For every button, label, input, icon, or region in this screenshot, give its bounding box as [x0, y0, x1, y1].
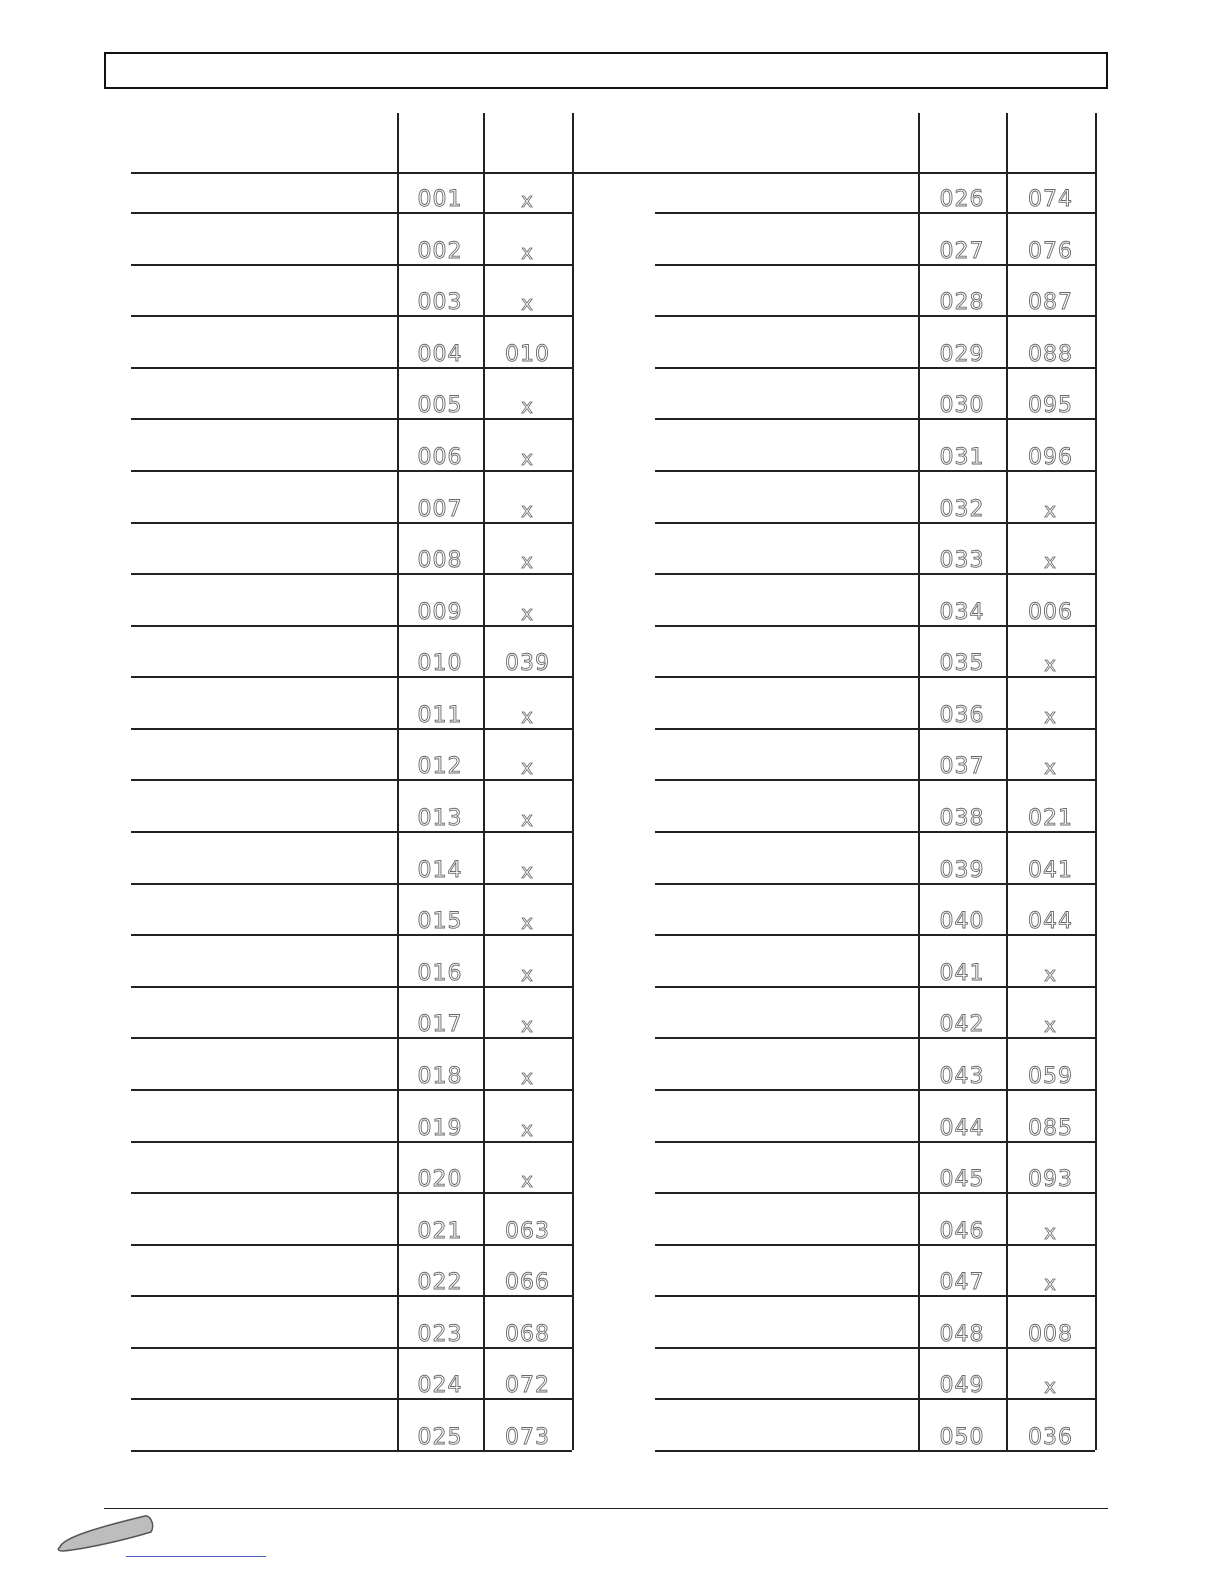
- right-row-number: 037: [939, 754, 985, 780]
- row-rule: [131, 1089, 572, 1091]
- right-row-number: 034: [939, 599, 985, 625]
- row-rule: [131, 1192, 572, 1194]
- left-row-number: 006: [417, 444, 463, 470]
- row-rule: [655, 573, 1095, 575]
- right-row-number: 043: [939, 1063, 985, 1089]
- right-row-reference: 093: [1028, 1167, 1073, 1193]
- row-rule: [655, 779, 1095, 781]
- row-rule: [131, 573, 572, 575]
- row-rule: [655, 934, 1095, 936]
- row-rule: [131, 986, 572, 988]
- row-rule: [131, 676, 572, 678]
- column-rule: [572, 113, 574, 1450]
- right-row-reference: 076: [1028, 238, 1073, 264]
- left-row-number: 023: [417, 1321, 463, 1347]
- left-row-number: 022: [417, 1270, 463, 1296]
- right-row-number: 045: [939, 1167, 985, 1193]
- row-rule: [131, 367, 572, 369]
- left-row-reference: x: [521, 445, 534, 470]
- left-row-number: 021: [417, 1218, 463, 1244]
- left-row-reference: 039: [505, 651, 550, 677]
- left-row-reference: 066: [505, 1270, 550, 1296]
- right-row-number: 039: [939, 857, 985, 883]
- right-row-reference: 021: [1028, 806, 1073, 831]
- left-row-number: 004: [417, 341, 463, 367]
- left-row-reference: x: [521, 1168, 534, 1193]
- left-row-number: 019: [417, 1115, 463, 1141]
- left-row-number: 017: [417, 1012, 463, 1038]
- row-rule: [131, 625, 572, 627]
- footer-rule: [104, 1508, 1108, 1509]
- left-row-reference: x: [521, 1013, 534, 1038]
- left-row-number: 003: [417, 290, 463, 316]
- row-rule: [131, 212, 572, 214]
- row-rule: [655, 1398, 1095, 1400]
- right-row-number: 026: [939, 187, 985, 212]
- row-rule: [131, 1347, 572, 1349]
- right-row-reference: x: [1044, 549, 1057, 574]
- row-rule: [655, 1295, 1095, 1297]
- row-rule: [655, 1089, 1095, 1091]
- right-row-number: 032: [939, 496, 985, 522]
- row-rule: [131, 1398, 572, 1400]
- left-row-reference: x: [521, 910, 534, 935]
- right-row-reference: x: [1044, 497, 1057, 522]
- header-rule: [131, 172, 1096, 174]
- left-row-number: 007: [417, 496, 463, 522]
- right-row-number: 040: [939, 909, 985, 935]
- left-row-number: 008: [417, 548, 463, 574]
- row-rule: [655, 315, 1095, 317]
- row-rule: [131, 1244, 572, 1246]
- left-row-reference: x: [521, 549, 534, 574]
- left-row-number: 018: [417, 1063, 463, 1089]
- row-rule: [131, 883, 572, 885]
- left-row-reference: x: [521, 703, 534, 728]
- row-rule: [655, 1450, 1095, 1452]
- footer-link-underline: [126, 1556, 266, 1557]
- left-row-number: 024: [417, 1373, 463, 1399]
- left-row-reference: x: [521, 497, 534, 522]
- row-rule: [131, 1295, 572, 1297]
- left-row-reference: x: [521, 188, 534, 212]
- row-rule: [655, 831, 1095, 833]
- right-row-reference: 036: [1028, 1425, 1073, 1450]
- left-row-reference: 073: [505, 1425, 550, 1450]
- left-row-number: 010: [417, 651, 463, 677]
- right-row-reference: x: [1044, 1374, 1057, 1399]
- row-rule: [655, 676, 1095, 678]
- left-row-reference: 072: [505, 1373, 550, 1399]
- row-rule: [655, 625, 1095, 627]
- row-rule: [131, 1037, 572, 1039]
- left-row-reference: x: [521, 394, 534, 419]
- right-row-number: 027: [939, 238, 985, 264]
- left-row-number: 014: [417, 857, 463, 883]
- right-row-number: 047: [939, 1270, 985, 1296]
- row-rule: [131, 1141, 572, 1143]
- left-row-number: 011: [417, 702, 463, 728]
- left-row-reference: x: [521, 1064, 534, 1089]
- left-row-reference: x: [521, 600, 534, 625]
- left-row-number: 005: [417, 393, 463, 419]
- column-rule: [1095, 113, 1097, 1450]
- row-rule: [655, 470, 1095, 472]
- row-rule: [131, 522, 572, 524]
- right-row-number: 035: [939, 651, 985, 677]
- left-row-number: 025: [417, 1425, 463, 1450]
- left-row-number: 020: [417, 1167, 463, 1193]
- right-row-number: 030: [939, 393, 985, 419]
- right-row-number: 036: [939, 702, 985, 728]
- row-rule: [131, 779, 572, 781]
- right-row-number: 046: [939, 1218, 985, 1244]
- right-row-number: 029: [939, 341, 985, 367]
- row-rule: [131, 418, 572, 420]
- left-row-reference: x: [521, 239, 534, 264]
- row-rule: [655, 522, 1095, 524]
- row-rule: [655, 883, 1095, 885]
- left-row-reference: x: [521, 291, 534, 316]
- left-row-reference: 063: [505, 1218, 550, 1244]
- right-row-reference: x: [1044, 1271, 1057, 1296]
- right-row-number: 038: [939, 806, 985, 831]
- row-rule: [655, 367, 1095, 369]
- row-rule: [655, 1141, 1095, 1143]
- right-row-number: 028: [939, 290, 985, 316]
- right-row-reference: 087: [1028, 290, 1073, 316]
- right-row-number: 042: [939, 1012, 985, 1038]
- right-row-reference: 041: [1028, 857, 1073, 883]
- left-row-number: 015: [417, 909, 463, 935]
- row-rule: [131, 1450, 572, 1452]
- left-row-number: 016: [417, 960, 463, 986]
- right-row-number: 050: [939, 1425, 985, 1450]
- left-row-number: 012: [417, 754, 463, 780]
- row-rule: [131, 934, 572, 936]
- row-rule: [655, 1244, 1095, 1246]
- right-row-reference: 006: [1028, 599, 1073, 625]
- row-rule: [655, 1347, 1095, 1349]
- right-row-reference: x: [1044, 1219, 1057, 1244]
- right-row-reference: 044: [1028, 909, 1073, 935]
- row-rule: [655, 1192, 1095, 1194]
- left-row-reference: x: [521, 858, 534, 883]
- right-row-reference: 074: [1028, 187, 1073, 212]
- right-row-reference: 095: [1028, 393, 1073, 419]
- right-row-number: 041: [939, 960, 985, 986]
- row-rule: [655, 212, 1095, 214]
- row-rule: [655, 986, 1095, 988]
- right-row-reference: x: [1044, 1013, 1057, 1038]
- right-row-number: 033: [939, 548, 985, 574]
- left-row-number: 013: [417, 806, 463, 831]
- right-row-reference: 059: [1028, 1063, 1073, 1089]
- row-rule: [131, 315, 572, 317]
- row-rule: [655, 1037, 1095, 1039]
- right-row-reference: 096: [1028, 444, 1073, 470]
- right-row-reference: x: [1044, 652, 1057, 677]
- left-row-number: 001: [417, 187, 463, 212]
- row-rule: [131, 831, 572, 833]
- left-row-number: 002: [417, 238, 463, 264]
- left-row-reference: 068: [505, 1321, 550, 1347]
- row-rule: [655, 264, 1095, 266]
- left-row-reference: 010: [505, 341, 550, 367]
- right-row-number: 044: [939, 1115, 985, 1141]
- row-rule: [655, 728, 1095, 730]
- right-row-number: 048: [939, 1321, 985, 1347]
- left-row-reference: x: [521, 755, 534, 780]
- page-title-box: [104, 52, 1108, 89]
- left-row-reference: x: [521, 961, 534, 986]
- right-row-number: 031: [939, 444, 985, 470]
- right-row-reference: 088: [1028, 341, 1073, 367]
- right-row-reference: 008: [1028, 1321, 1073, 1347]
- right-row-reference: x: [1044, 961, 1057, 986]
- brand-logo-icon: [55, 1512, 159, 1554]
- row-rule: [131, 470, 572, 472]
- row-rule: [655, 418, 1095, 420]
- right-row-reference: x: [1044, 755, 1057, 780]
- right-row-number: 049: [939, 1373, 985, 1399]
- right-row-reference: 085: [1028, 1115, 1073, 1141]
- right-row-reference: x: [1044, 703, 1057, 728]
- left-row-number: 009: [417, 599, 463, 625]
- row-rule: [131, 264, 572, 266]
- left-row-reference: x: [521, 1116, 534, 1141]
- row-rule: [131, 728, 572, 730]
- left-row-reference: x: [521, 807, 534, 831]
